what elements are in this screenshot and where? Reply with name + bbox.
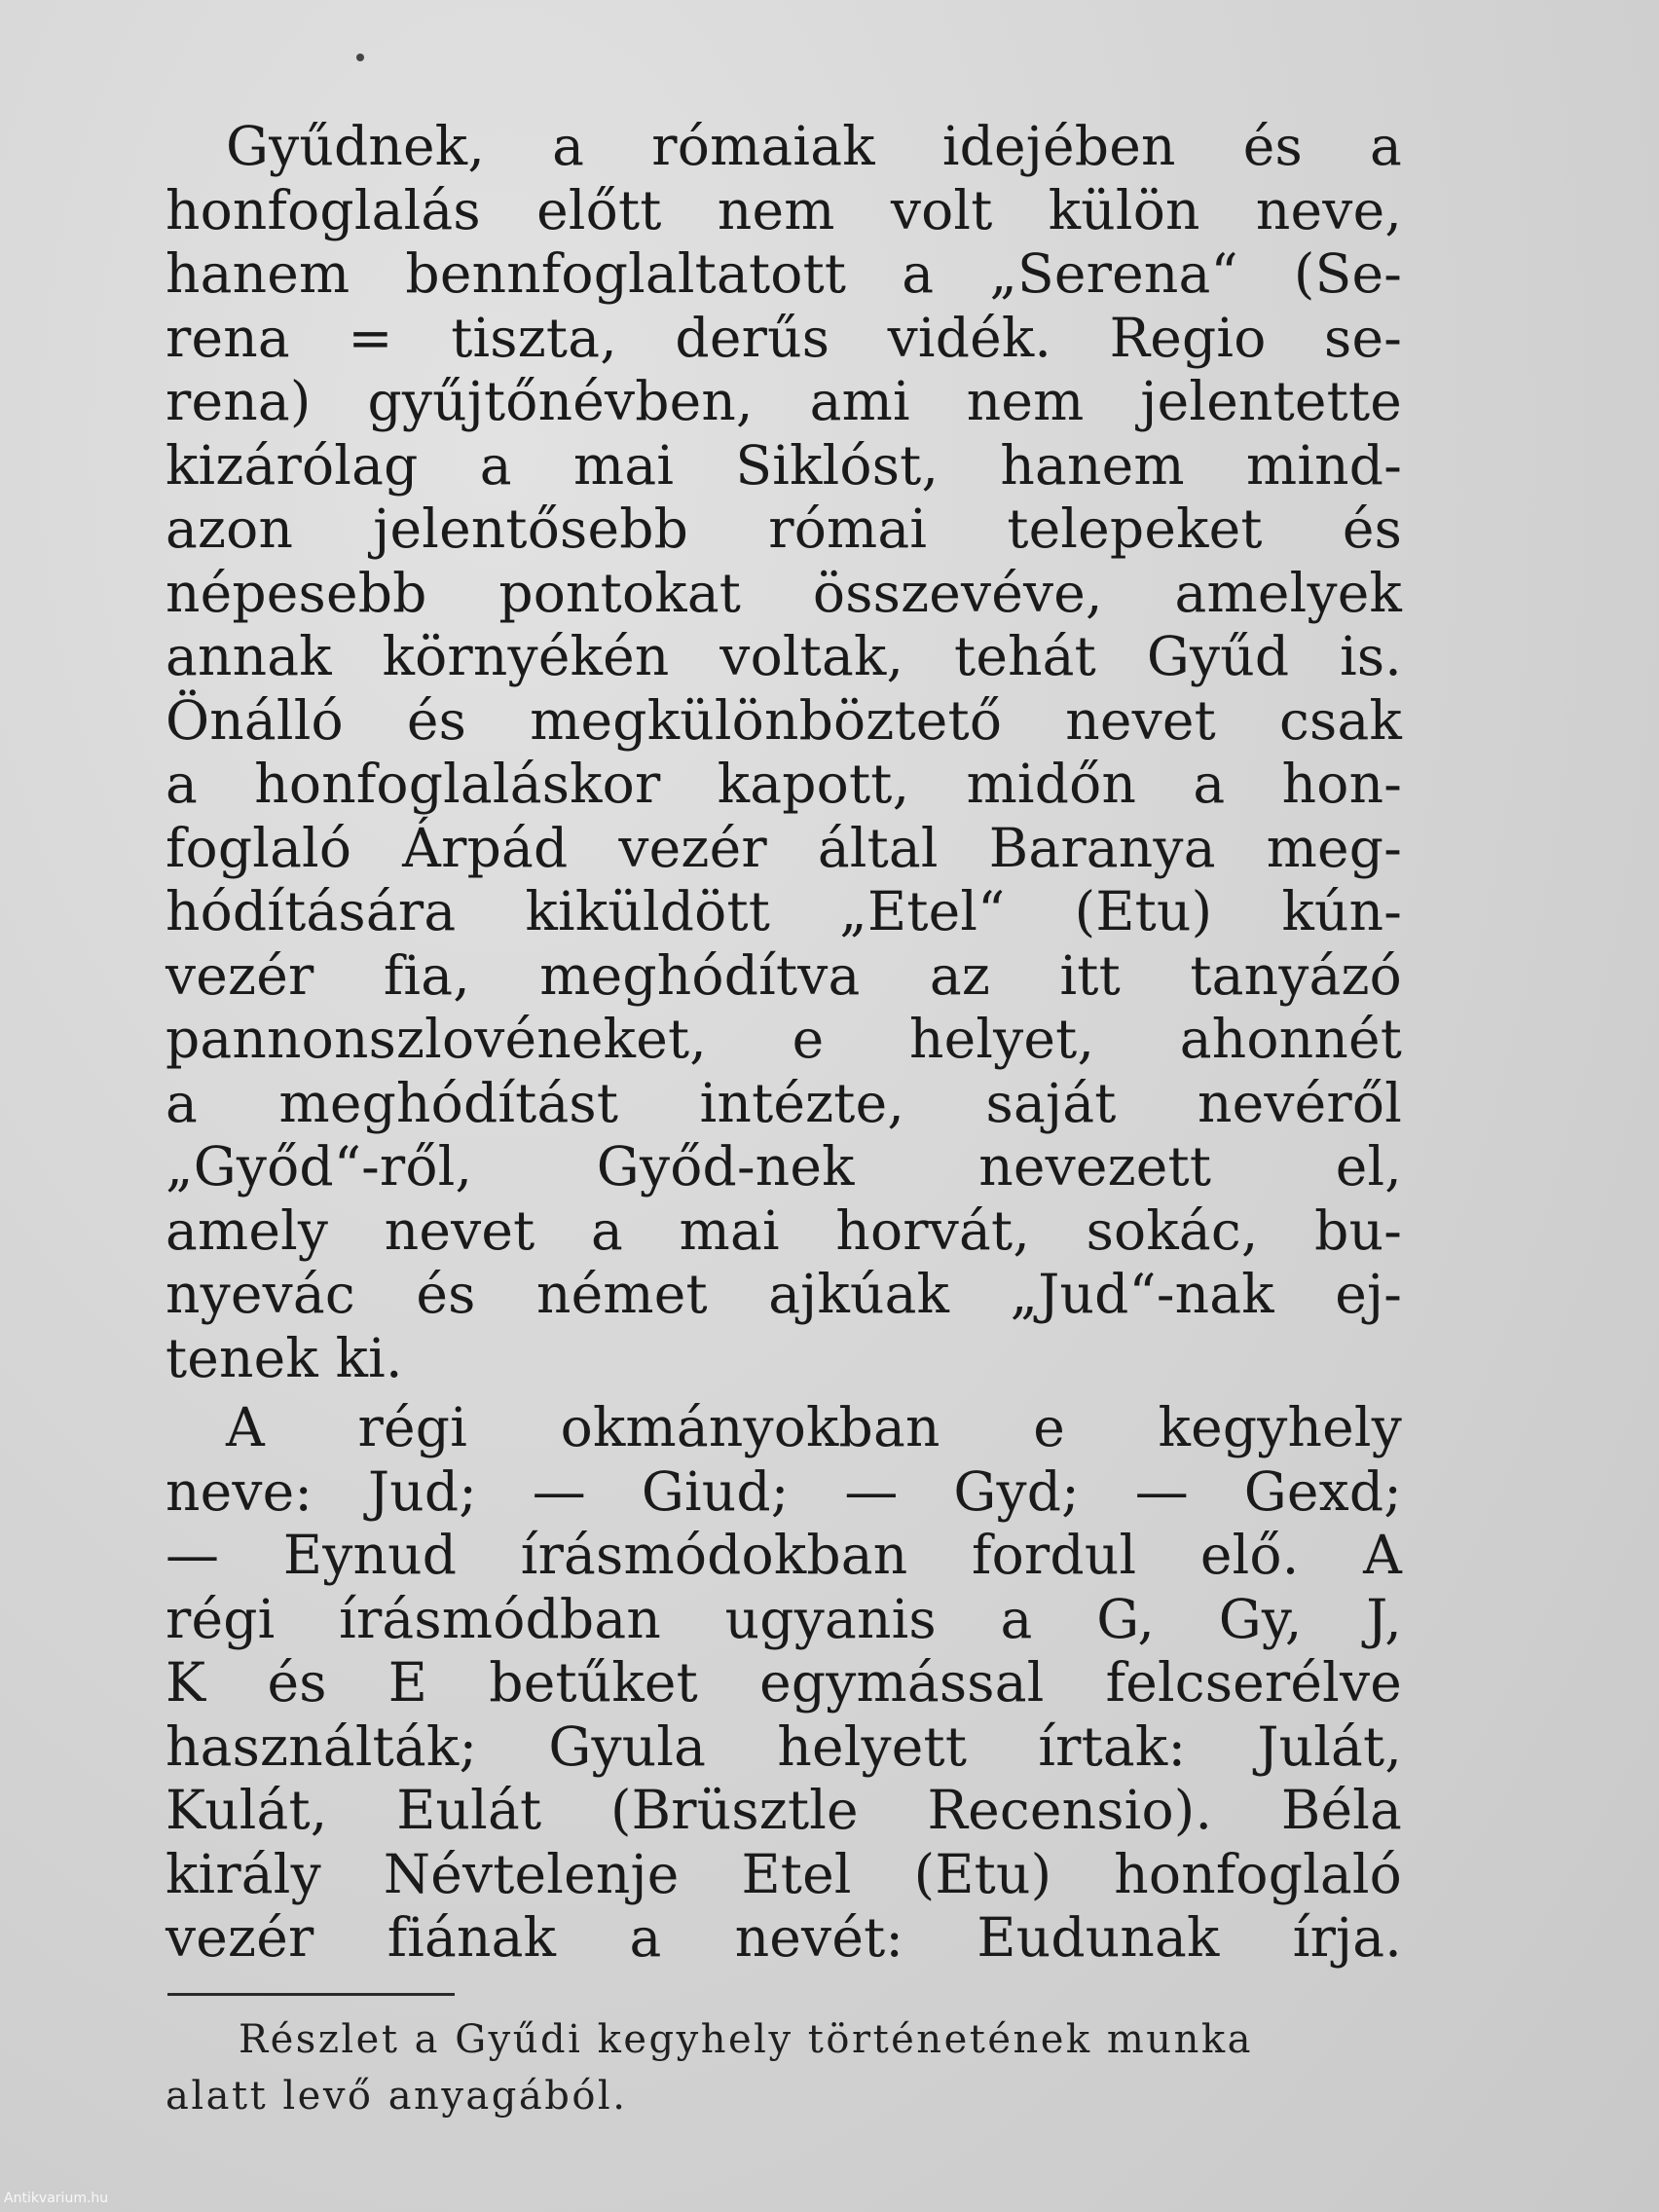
- text-line: K és E betűket egymással felcserélve: [166, 1651, 1402, 1714]
- text-line: amely nevet a mai horvát, sokác, bu-: [166, 1198, 1402, 1262]
- text-line: rena) gyűjtőnévben, ami nem jelentette: [166, 370, 1402, 432]
- text-line: a honfoglaláskor kapott, midőn a hon-: [166, 753, 1402, 815]
- text-line: honfoglalás előtt nem volt külön neve,: [166, 178, 1402, 241]
- text-line: király Névtelenje Etel (Etu) honfoglaló: [166, 1842, 1402, 1905]
- text-line: tenek ki.: [166, 1326, 403, 1389]
- text-line: rena = tiszta, derűs vidék. Regio se-: [166, 306, 1402, 369]
- text-line: foglaló Árpád vezér által Baranya meg-: [166, 816, 1402, 879]
- text-line: a meghódítást intézte, saját nevéről: [166, 1071, 1402, 1134]
- text-line: vezér fiának a nevét: Eudunak írja.: [166, 1906, 1402, 1969]
- text-line: azon jelentősebb római telepeket és: [166, 498, 1402, 560]
- text-line: neve: Jud; — Giud; — Gyd; — Gexd;: [166, 1459, 1402, 1523]
- text-line: Önálló és megkülönböztető nevet csak: [166, 688, 1402, 752]
- paragraph-1: [166, 115, 1402, 1390]
- text-line: annak környékén voltak, tehát Gyűd is.: [166, 625, 1402, 687]
- footnote-divider: [167, 1993, 455, 1996]
- footnote-line: Részlet a Gyűdi kegyhely történetének munka: [239, 2017, 1253, 2062]
- text-line: kizárólag a mai Siklóst, hanem mind-: [166, 433, 1402, 497]
- footnote-line: alatt levő anyagából.: [166, 2074, 628, 2119]
- text-line: vezér fia, meghódítva az itt tanyázó: [166, 943, 1402, 1007]
- paragraph-2: [166, 1396, 1402, 1971]
- text-line: pannonszlovéneket, e helyet, ahonnét: [166, 1008, 1402, 1070]
- text-line: Kulát, Eulát (Brüsztle Recensio). Béla: [166, 1779, 1402, 1841]
- text-line: hódítására kiküldött „Etel“ (Etu) kún-: [166, 880, 1402, 942]
- watermark: Antikvarium.hu: [4, 2191, 109, 2206]
- print-speck: [356, 54, 364, 61]
- text-line: — Eynud írásmódokban fordul elő. A: [166, 1524, 1402, 1586]
- text-line: régi írásmódban ugyanis a G, Gy, J,: [166, 1587, 1402, 1650]
- text-line: hanem bennfoglaltatott a „Serena“ (Se-: [166, 242, 1402, 305]
- text-line: Gyűdnek, a rómaiak idejében és a: [226, 115, 1402, 177]
- text-line: nyevác és német ajkúak „Jud“-nak ej-: [166, 1263, 1402, 1325]
- text-line: A régi okmányokban e kegyhely: [226, 1396, 1402, 1458]
- footnote: [166, 2011, 1407, 2124]
- text-line: „Győd“-ről, Győd-nek nevezett el,: [166, 1135, 1402, 1198]
- text-line: népesebb pontokat összevéve, amelyek: [166, 561, 1402, 624]
- text-line: használták; Gyula helyett írtak: Julát,: [166, 1714, 1402, 1778]
